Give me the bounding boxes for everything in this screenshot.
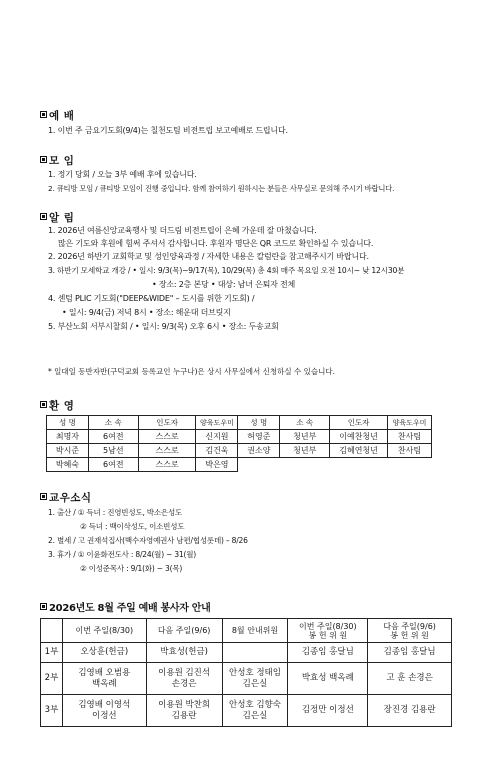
- cell-line: 김용란: [171, 710, 197, 721]
- table-row: [41, 695, 452, 727]
- table-header: 성 명: [238, 416, 280, 430]
- table-row: [47, 444, 432, 458]
- section-title-gathering: 모 임: [40, 153, 74, 168]
- section-title-notice: 알 림: [40, 210, 74, 225]
- header-line: 이번 주일(8/30): [298, 621, 357, 631]
- filled-square-icon: [40, 401, 47, 408]
- table-cell: 김종임 홍달님: [368, 643, 452, 663]
- notice-item: 2. 2026년 하반기 교회학교 및 성인양육과정 / 자세한 내용은 칼럼란을 참고해주시기 바랍니다.: [48, 252, 369, 261]
- table-cell: 이예찬청년: [330, 430, 388, 444]
- table-header-row: [47, 416, 432, 430]
- table-cell: 고 훈 손경은: [368, 663, 452, 695]
- member-news-item: 2. 별세 / 고 권재석집사(백수자영예권사 남편/협성롯데) – 8/26: [48, 536, 248, 545]
- cell-line: 이용원 박찬희: [158, 699, 211, 710]
- member-news-item: ② 이성준목사 : 9/1(화) ~ 3(목): [80, 564, 183, 573]
- table-row: [41, 643, 452, 663]
- table-cell: 김정만 이정선: [288, 695, 368, 727]
- table-header: 성 명: [47, 416, 89, 430]
- filled-square-icon: [40, 603, 47, 610]
- cell-line: 백옥례: [92, 678, 117, 689]
- table-cell: 스스로: [138, 444, 196, 458]
- cell-line: 김영배 오범용: [78, 667, 131, 678]
- table-header: 소 속: [88, 416, 138, 430]
- table-cell: 6여전: [88, 458, 138, 472]
- table-header-row: [41, 619, 452, 643]
- table-cell: 박시준: [47, 444, 89, 458]
- notice-item: 3. 하반기 모세학교 개강 / • 일시: 9/3(목)~9/17(목), 10/29(목) 총 4회 매주 목요일 오전 10시~ 낮 12시30분: [48, 266, 405, 275]
- table-cell: 허영준: [238, 430, 280, 444]
- filled-square-icon: [40, 493, 47, 500]
- header-line: 봉 헌 위 원: [390, 630, 429, 640]
- member-news-item: 3. 휴가 / ① 이윤화전도사 : 8/24(월) ~ 31(월): [48, 550, 197, 559]
- cell-line: 안성호 정태임: [228, 667, 281, 678]
- table-cell: [62, 695, 146, 727]
- filled-square-icon: [40, 156, 47, 163]
- notice-item: 5. 부산노회 서부시찰회 / • 일시: 9/3(목) 오후 6시 • 장소: 두송교회: [48, 322, 279, 331]
- section-title-worship: 예 배: [40, 108, 74, 123]
- table-header: [368, 619, 452, 643]
- gathering-item: 2. 큐티방 모임 / 큐티방 모임이 진행 중입니다. 함께 참여하기 원하시는 분들은 사무실로 문의해 주시기 바랍니다.: [48, 184, 395, 193]
- table-row: [47, 430, 432, 444]
- table-cell: 권소양: [238, 444, 280, 458]
- welcome-table: [46, 415, 432, 472]
- notice-item: 4. 센텀 PLIC 기도회("DEEP&WIDE" – 도시를 위한 기도회) /: [48, 294, 255, 303]
- empty-cell: [238, 458, 280, 472]
- notice-footnote: * 일대일 동반자반(구덕교회 등록교인 누구나)은 상시 사무실에서 신청하실 수 있습니다.: [48, 367, 336, 376]
- table-header: 소 속: [280, 416, 330, 430]
- notice-item: 1. 2026년 여름신앙교육행사 및 더드림 비전트립이 은혜 가운데 잘 마쳤습니다.: [48, 226, 317, 235]
- empty-cell: [280, 458, 330, 472]
- table-cell: 박효성(헌금): [146, 643, 222, 663]
- table-cell: 스스로: [138, 458, 196, 472]
- table-cell: [222, 663, 288, 695]
- table-cell: 5남선: [88, 444, 138, 458]
- table-cell: 청년부: [280, 444, 330, 458]
- table-cell: [222, 695, 288, 727]
- table-header: 인도자: [138, 416, 196, 430]
- table-cell: [62, 663, 146, 695]
- table-header: 인도자: [330, 416, 388, 430]
- table-cell: 김종임 홍달님: [288, 643, 368, 663]
- table-cell: [146, 695, 222, 727]
- cell-line: 이정선: [92, 710, 117, 721]
- table-cell: [146, 663, 222, 695]
- table-cell: 스스로: [138, 430, 196, 444]
- table-cell: 1부: [41, 643, 63, 663]
- table-cell: 박혜숙: [47, 458, 89, 472]
- table-header: 이번 주일(8/30): [62, 619, 146, 643]
- table-cell: 찬사팀: [388, 444, 432, 458]
- table-header: 양육도우미: [388, 416, 432, 430]
- empty-cell: [388, 458, 432, 472]
- empty-cell: [330, 458, 388, 472]
- header-line: 다음 주일(9/6): [383, 621, 436, 631]
- table-cell: 최명자: [47, 430, 89, 444]
- cell-line: 손경은: [171, 678, 197, 689]
- notice-item: 많은 기도와 후원에 힘써 주셔서 감사합니다. 후원자 명단은 QR 코드로 확인하실 수 있습니다.: [58, 239, 374, 248]
- notice-item: • 장소: 2층 본당 • 대상: 남녀 은퇴자 전체: [152, 280, 296, 289]
- section-title-welcome: 환 영: [40, 398, 74, 413]
- filled-square-icon: [40, 111, 47, 118]
- table-cell: 김혜연청년: [330, 444, 388, 458]
- section-title-volunteers: 2026년도 8월 주일 예배 봉사자 안내: [40, 599, 211, 614]
- table-cell: 박효성 백옥례: [288, 663, 368, 695]
- table-header: 양육도우미: [196, 416, 238, 430]
- volunteer-table: [40, 618, 452, 727]
- section-title-member-news: 교우소식: [40, 490, 92, 505]
- table-cell: [222, 643, 288, 663]
- table-header: 8월 안내위원: [222, 619, 288, 643]
- table-header: [41, 619, 63, 643]
- filled-square-icon: [40, 213, 47, 220]
- member-news-item: 1. 출산 / ① 득녀 : 진영빈성도, 박소은성도: [48, 508, 183, 517]
- table-row: [41, 663, 452, 695]
- table-cell: 찬사팀: [388, 430, 432, 444]
- table-cell: 장진경 김용란: [368, 695, 452, 727]
- table-cell: 3부: [41, 695, 63, 727]
- table-cell: 6여전: [88, 430, 138, 444]
- table-cell: 김건욱: [196, 444, 238, 458]
- table-header: 다음 주일(9/6): [146, 619, 222, 643]
- worship-item: 1. 이번 주 금요기도회(9/4)는 칠천도팀 비전트립 보고예배로 드립니다.: [48, 126, 288, 135]
- cell-line: 이용원 김진석: [158, 667, 211, 678]
- table-cell: 오상훈(헌금): [62, 643, 146, 663]
- table-cell: 박은영: [196, 458, 238, 472]
- table-cell: 신지원: [196, 430, 238, 444]
- cell-line: 김영배 이영석: [78, 699, 131, 710]
- notice-item: • 일시: 9/4(금) 저녁 8시 • 장소: 해운대 더브릿지: [62, 308, 231, 317]
- table-row: [47, 458, 432, 472]
- cell-line: 안성호 김향숙: [228, 699, 281, 710]
- table-cell: 2부: [41, 663, 63, 695]
- gathering-item: 1. 정기 당회 / 오늘 3부 예배 후에 있습니다.: [48, 170, 197, 179]
- member-news-item: ② 득녀 : 백이삭성도, 이소빈성도: [80, 522, 185, 531]
- table-header: [288, 619, 368, 643]
- cell-line: 김은실: [242, 710, 268, 721]
- cell-line: 김은실: [242, 678, 268, 689]
- header-line: 봉 헌 위 원: [308, 630, 348, 640]
- table-cell: 청년부: [280, 430, 330, 444]
